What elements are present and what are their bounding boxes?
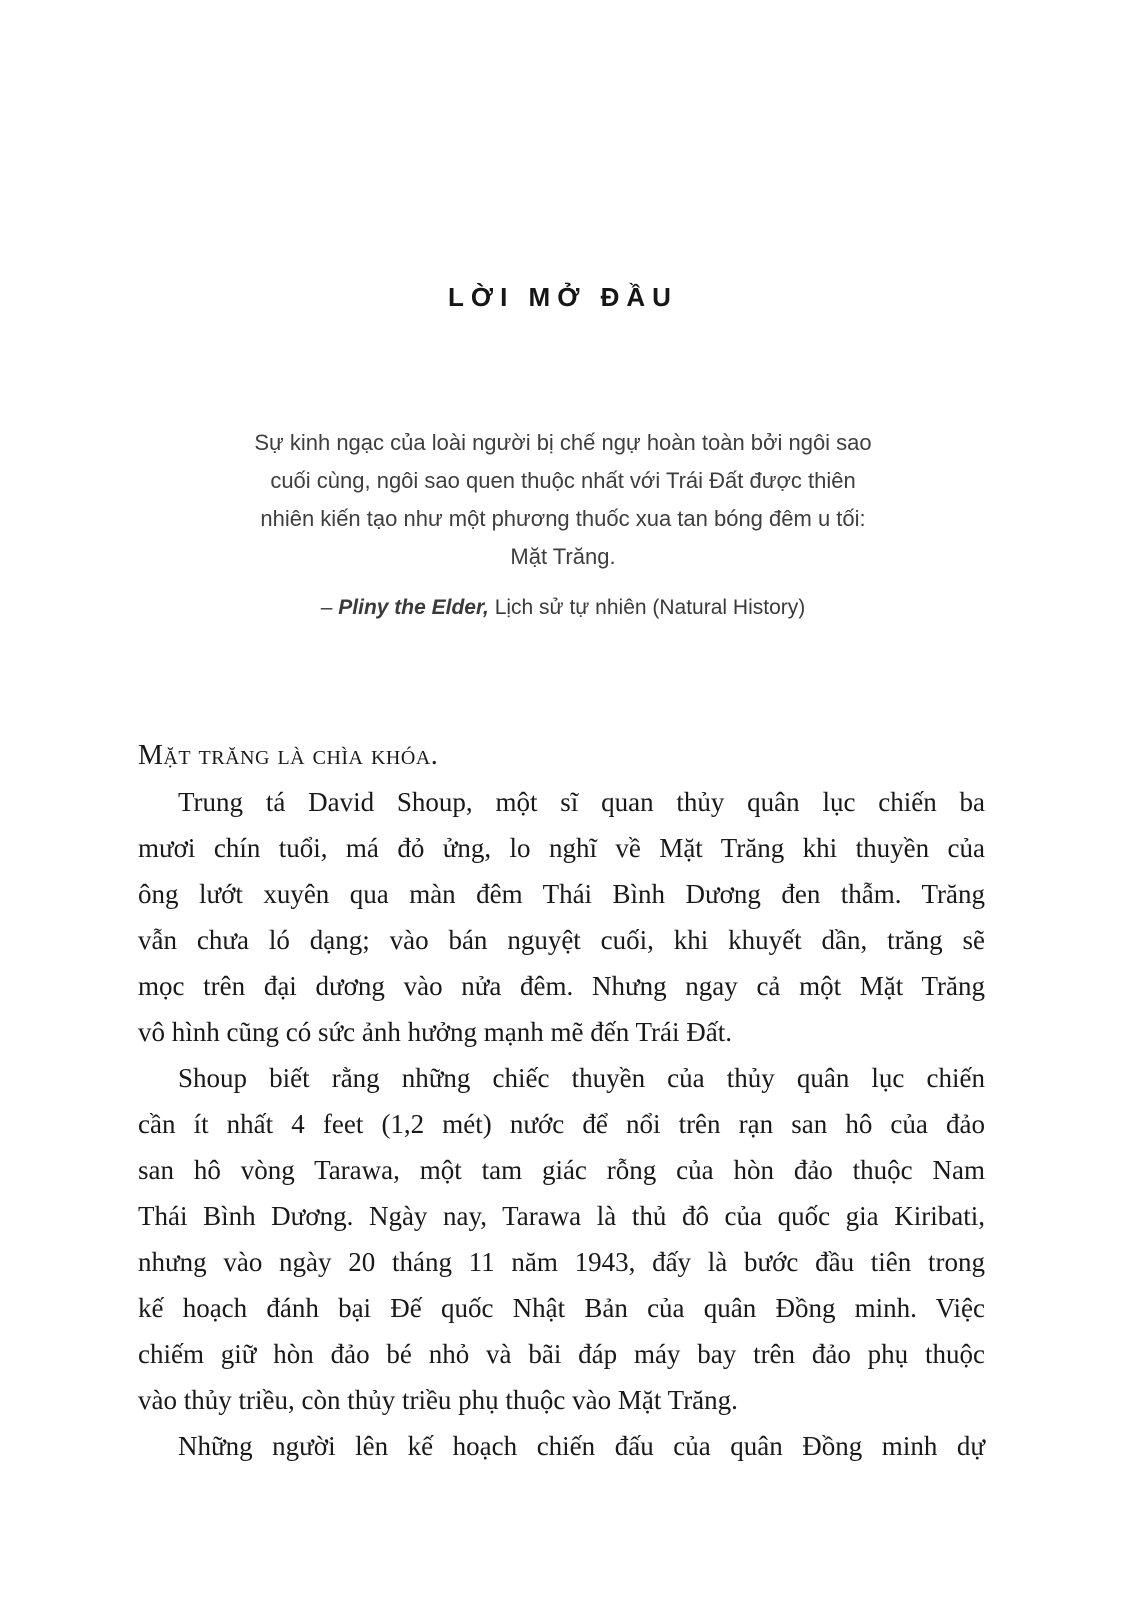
text-line: ông lướt xuyên qua màn đêm Thái Bình Dương đen thẫm. Trăng [138,879,985,909]
epigraph-quote [113,424,1013,576]
opening-smallcaps-line: Mặt trăng là chìa khóa. [138,740,439,771]
text-line: vào thủy triều, còn thủy triều phụ thuộc vào Mặt Trăng. [138,1385,738,1415]
attribution-work: Lịch sử tự nhiên (Natural History) [494,596,806,619]
attribution-dash: – [320,596,333,619]
epigraph-attribution [113,589,1013,627]
text-line: kế hoạch đánh bại Đế quốc Nhật Bản của quân Đồng minh. Việc [138,1293,985,1323]
text-line: Sự kinh ngạc của loài người bị chế ngự hoàn toàn bởi ngôi sao [254,430,872,455]
paragraph [138,1423,985,1469]
text-line: san hô vòng Tarawa, một tam giác rỗng của hòn đảo thuộc Nam [138,1155,985,1185]
text-line: vẫn chưa ló dạng; vào bán nguyệt cuối, khi khuyết dần, trăng sẽ [138,925,985,955]
text-line: cuối cùng, ngôi sao quen thuộc nhất với Trái Đất được thiên [270,468,856,493]
paragraph [138,1055,985,1423]
text-line: nhưng vào ngày 20 tháng 11 năm 1943, đấy là bước đầu tiên trong [138,1247,985,1277]
epigraph [113,424,1013,627]
text-line: nhiên kiến tạo như một phương thuốc xua tan bóng đêm u tối: [260,506,866,531]
text-line: Shoup biết rằng những chiếc thuyền của thủy quân lục chiến [178,1063,985,1093]
text-line: Những người lên kế hoạch chiến đấu của quân Đồng minh dự [178,1431,985,1461]
chapter-title: LỜI MỞ ĐẦU [448,282,678,312]
text-line: mọc trên đại dương vào nửa đêm. Nhưng ngay cả một Mặt Trăng [138,971,985,1001]
text-line: cần ít nhất 4 feet (1,2 mét) nước để nổi trên rạn san hô của đảo [138,1109,985,1139]
text-line: Thái Bình Dương. Ngày nay, Tarawa là thủ đô của quốc gia Kiribati, [138,1201,985,1231]
text-line: mươi chín tuổi, má đỏ ửng, lo nghĩ về Mặt Trăng khi thuyền của [138,833,985,863]
text-line: chiếm giữ hòn đảo bé nhỏ và bãi đáp máy bay trên đảo phụ thuộc [138,1339,985,1369]
attribution-author: Pliny the Elder, [338,596,489,619]
text-line: vô hình cũng có sức ảnh hưởng mạnh mẽ đến Trái Đất. [138,1017,732,1047]
text-line: Mặt Trăng. [510,544,616,569]
body-text [138,733,985,1469]
text-line: Trung tá David Shoup, một sĩ quan thủy quân lục chiến ba [178,787,985,817]
paragraph [138,779,985,1055]
